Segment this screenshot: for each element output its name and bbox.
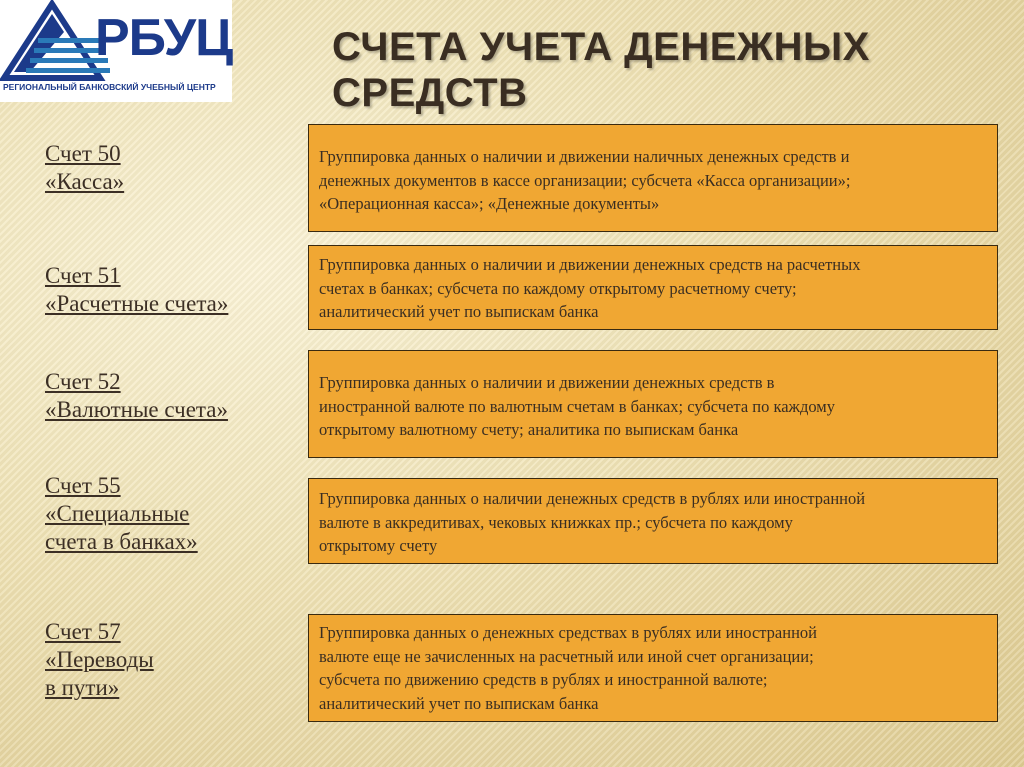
account-50-link[interactable]: Счет 50 «Касса» <box>45 141 125 194</box>
account-50-description-text: Группировка данных о наличии и движении наличных денежных средств и денежных документов в кассе организации; субсчета «Касса организации»; «Операционная касса»; «Денежные документы» <box>319 147 851 213</box>
triangle-logo-icon <box>0 0 110 82</box>
account-51-description <box>308 245 998 330</box>
account-52-description <box>308 350 998 458</box>
account-57-link[interactable]: Счет 57 «Переводы в пути» <box>45 619 154 700</box>
account-51-link[interactable]: Счет 51 «Расчетные счета» <box>45 263 229 316</box>
account-51-description-text: Группировка данных о наличии и движении денежных средств на расчетных счетах в банках; субсчета по каждому открытому расчетному счету; аналитический учет по выпискам банка <box>319 255 861 321</box>
account-52-description-text: Группировка данных о наличии и движении денежных средств в иностранной валюте по валютным счетам в банках; субсчета по каждому открытому валютному счету; аналитика по выпискам банка <box>319 373 835 439</box>
account-55-description <box>308 478 998 564</box>
account-55-description-text: Группировка данных о наличии денежных средств в рублях или иностранной валюте в аккредитивах, чековых книжках пр.; субсчета по каждому открытому счету <box>319 489 866 555</box>
account-50-description <box>308 124 998 232</box>
account-55-link[interactable]: Счет 55 «Специальные счета в банках» <box>45 473 198 554</box>
page-title: СЧЕТА УЧЕТА ДЕНЕЖНЫХ СРЕДСТВ <box>332 25 870 115</box>
logo-tagline: РЕГИОНАЛЬНЫЙ БАНКОВСКИЙ УЧЕБНЫЙ ЦЕНТР <box>3 82 216 92</box>
account-57-description-text: Группировка данных о денежных средствах в рублях или иностранной валюте еще не зачисленных на расчетный или иной счет организации; субсчета по движению средств в рублях и иностранной валюте; аналитический учет по выпискам банка <box>319 623 817 713</box>
account-57-description <box>308 614 998 722</box>
logo-abbr: РБУЦ <box>95 9 233 67</box>
logo <box>0 0 232 102</box>
account-52-link[interactable]: Счет 52 «Валютные счета» <box>45 369 228 422</box>
